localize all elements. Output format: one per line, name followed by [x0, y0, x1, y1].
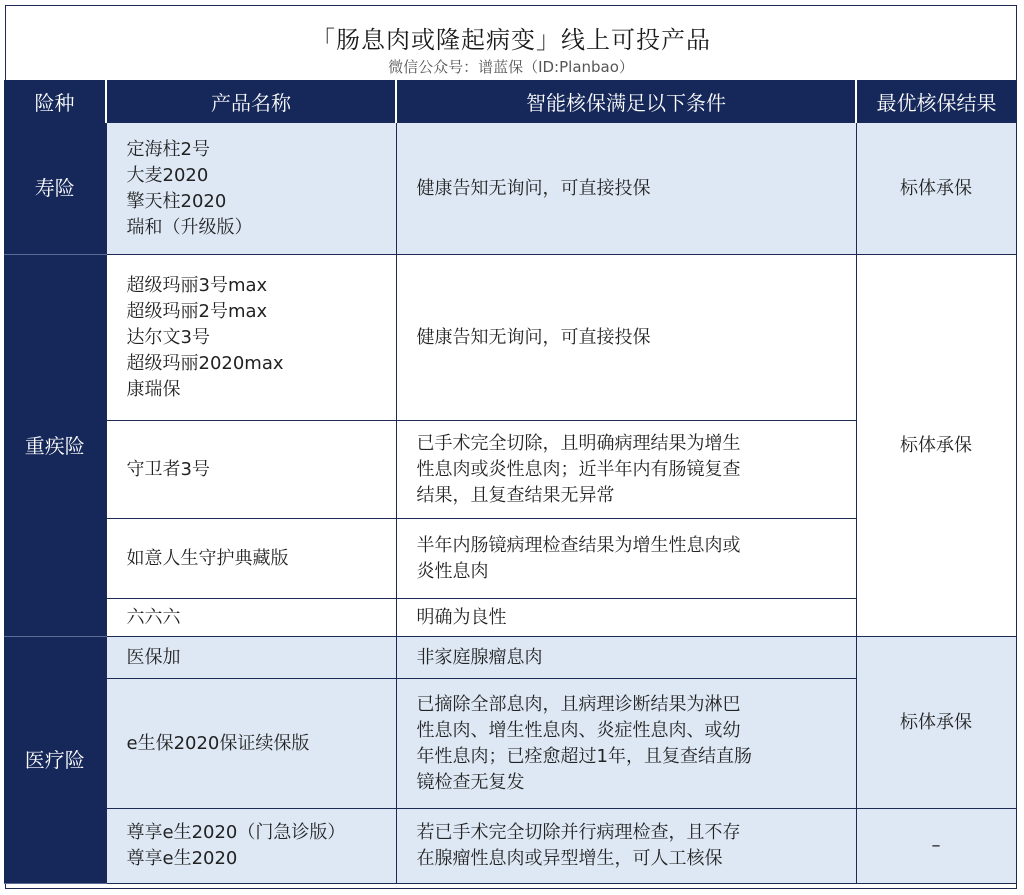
- result-cell: –: [856, 809, 1016, 884]
- condition-line: 结果，且复查结果无异常: [416, 484, 615, 506]
- type-cell-life: 寿险: [4, 123, 106, 255]
- condition-line: 半年内肠镜病理检查结果为增生性息肉或: [416, 534, 741, 556]
- condition-cell: 健康告知无询问，可直接投保: [396, 123, 856, 255]
- header-condition: 智能核保满足以下条件: [396, 80, 856, 123]
- result-cell: 标体承保: [856, 637, 1016, 809]
- condition-cell: 非家庭腺瘤息肉: [396, 637, 856, 679]
- condition-cell: 健康告知无询问，可直接投保: [396, 255, 856, 421]
- product-cell: [106, 809, 396, 884]
- product-name: 达尔文3号: [126, 326, 210, 348]
- table-row: [4, 637, 1016, 679]
- product-cell: e生保2020保证续保版: [106, 679, 396, 809]
- header-type: 险种: [4, 80, 106, 123]
- table-row: [4, 809, 1016, 884]
- type-cell-medical: 医疗险: [4, 637, 106, 884]
- product-name: 擎天柱2020: [126, 190, 227, 212]
- condition-cell: [396, 809, 856, 884]
- type-cell-critical: 重疾险: [4, 255, 106, 637]
- product-name: 尊享e生2020（门急诊版）: [126, 822, 346, 843]
- condition-line: 已摘除全部息肉，且病理诊断结果为淋巴: [416, 693, 741, 715]
- condition-cell: [396, 421, 856, 519]
- product-name: 康瑞保: [126, 378, 181, 400]
- product-name: 尊享e生2020: [126, 848, 238, 869]
- result-cell: 标体承保: [856, 123, 1016, 255]
- product-cell: 医保加: [106, 637, 396, 679]
- product-cell: 如意人生守护典藏版: [106, 519, 396, 599]
- product-cell: 六六六: [106, 599, 396, 637]
- title-box: [6, 6, 1016, 86]
- product-cell: [106, 255, 396, 421]
- product-name: 瑞和（升级版）: [126, 216, 253, 238]
- product-name: 超级玛丽2020max: [126, 352, 284, 374]
- product-name: 大麦2020: [126, 164, 209, 186]
- condition-line: 性息肉、增生性息肉、炎症性息肉、或幼: [416, 719, 741, 741]
- condition-cell: [396, 679, 856, 809]
- condition-line: 在腺瘤性息肉或异型增生，可人工核保: [416, 848, 723, 869]
- product-table: [4, 80, 1017, 884]
- condition-line: 若已手术完全切除并行病理检查，且不存: [416, 822, 741, 843]
- product-name: 超级玛丽2号max: [126, 300, 268, 322]
- condition-line: 已手术完全切除，且明确病理结果为增生: [416, 432, 741, 454]
- condition-line: 性息肉或炎性息肉；近半年内有肠镜复查: [416, 458, 741, 480]
- product-cell: 守卫者3号: [106, 421, 396, 519]
- product-name: 定海柱2号: [126, 138, 210, 160]
- table-row: [4, 123, 1016, 255]
- condition-cell: [396, 519, 856, 599]
- result-cell: 标体承保: [856, 255, 1016, 637]
- product-name: 超级玛丽3号max: [126, 274, 268, 296]
- table-row: [4, 255, 1016, 421]
- page-subtitle: 微信公众号：谱蓝保（ID:Planbao）: [388, 58, 634, 76]
- header-result: 最优核保结果: [856, 80, 1016, 123]
- condition-cell: 明确为良性: [396, 599, 856, 637]
- page-title: 「肠息肉或隆起病变」线上可投产品: [311, 26, 711, 54]
- condition-line: 炎性息肉: [416, 560, 489, 582]
- product-cell: [106, 123, 396, 255]
- header-product: 产品名称: [106, 80, 396, 123]
- condition-line: 年性息肉；已痊愈超过1年，且复查结直肠: [416, 745, 752, 767]
- condition-line: 镜检查无复发: [416, 771, 525, 793]
- table-header: [4, 80, 1016, 123]
